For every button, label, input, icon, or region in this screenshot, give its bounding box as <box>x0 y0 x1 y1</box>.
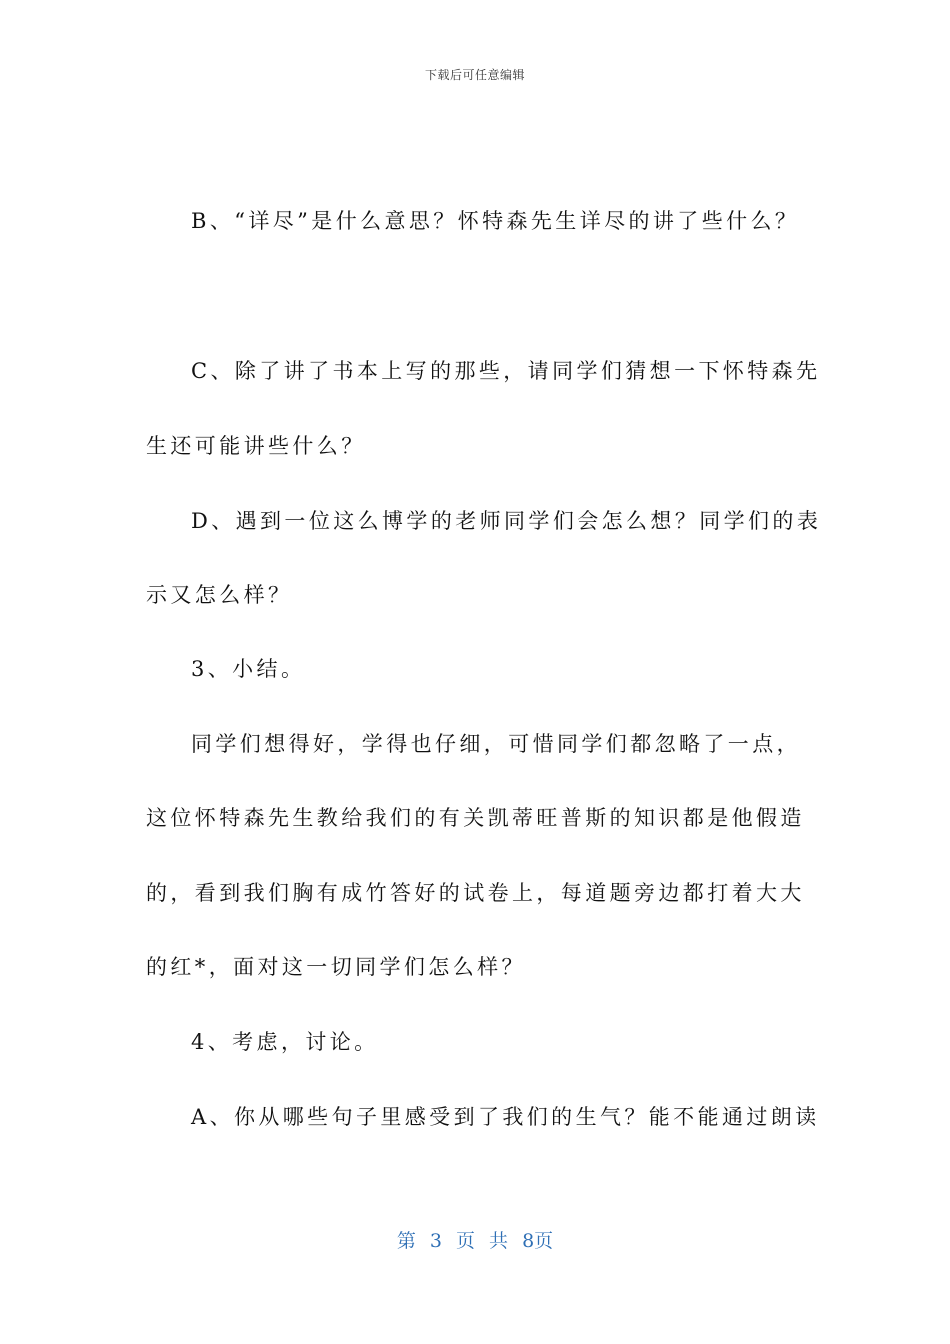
paragraph-line: B、“详尽”是什么意思？怀特森先生详尽的讲了些什么？ <box>191 209 800 233</box>
paragraph-line: 的，看到我们胸有成竹答好的试卷上，每道题旁边都打着大大 <box>146 881 805 905</box>
paragraph-line: 同学们想得好，学得也仔细，可惜同学们都忽略了一点， <box>191 732 801 756</box>
paragraph-line: 3、小结。 <box>191 657 306 681</box>
paragraph-line: A、你从哪些句子里感受到了我们的生气？能不能通过朗读 <box>191 1105 820 1129</box>
page-header: 下载后可任意编辑 <box>424 68 525 82</box>
paragraph-line: 示又怎么样？ <box>146 583 293 607</box>
paragraph-line: 的红*，面对这一切同学们怎么样？ <box>146 955 526 979</box>
paragraph-line: 生还可能讲些什么？ <box>146 434 366 458</box>
paragraph-line: 这位怀特森先生教给我们的有关凯蒂旺普斯的知识都是他假造 <box>146 806 805 830</box>
paragraph-line: 4、考虑，讨论。 <box>191 1030 379 1054</box>
paragraph-line: D、遇到一位这么博学的老师同学们会怎么想？同学们的表 <box>191 509 822 533</box>
paragraph-line: C、除了讲了书本上写的那些，请同学们猜想一下怀特森先 <box>191 359 821 383</box>
page-footer: 第 3 页 共 8页 <box>396 1230 554 1252</box>
